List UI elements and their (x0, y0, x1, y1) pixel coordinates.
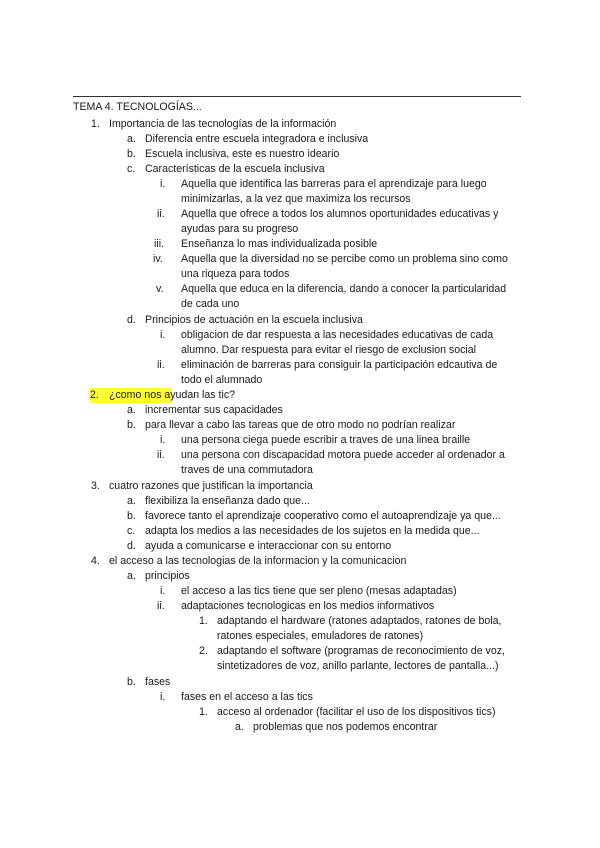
document-title: TEMA 4. TECNOLOGÍAS... (73, 101, 202, 113)
highlighted-heading: 2. ¿como nos ayudan las tic? (90, 389, 236, 401)
horizontal-rule (73, 96, 521, 97)
